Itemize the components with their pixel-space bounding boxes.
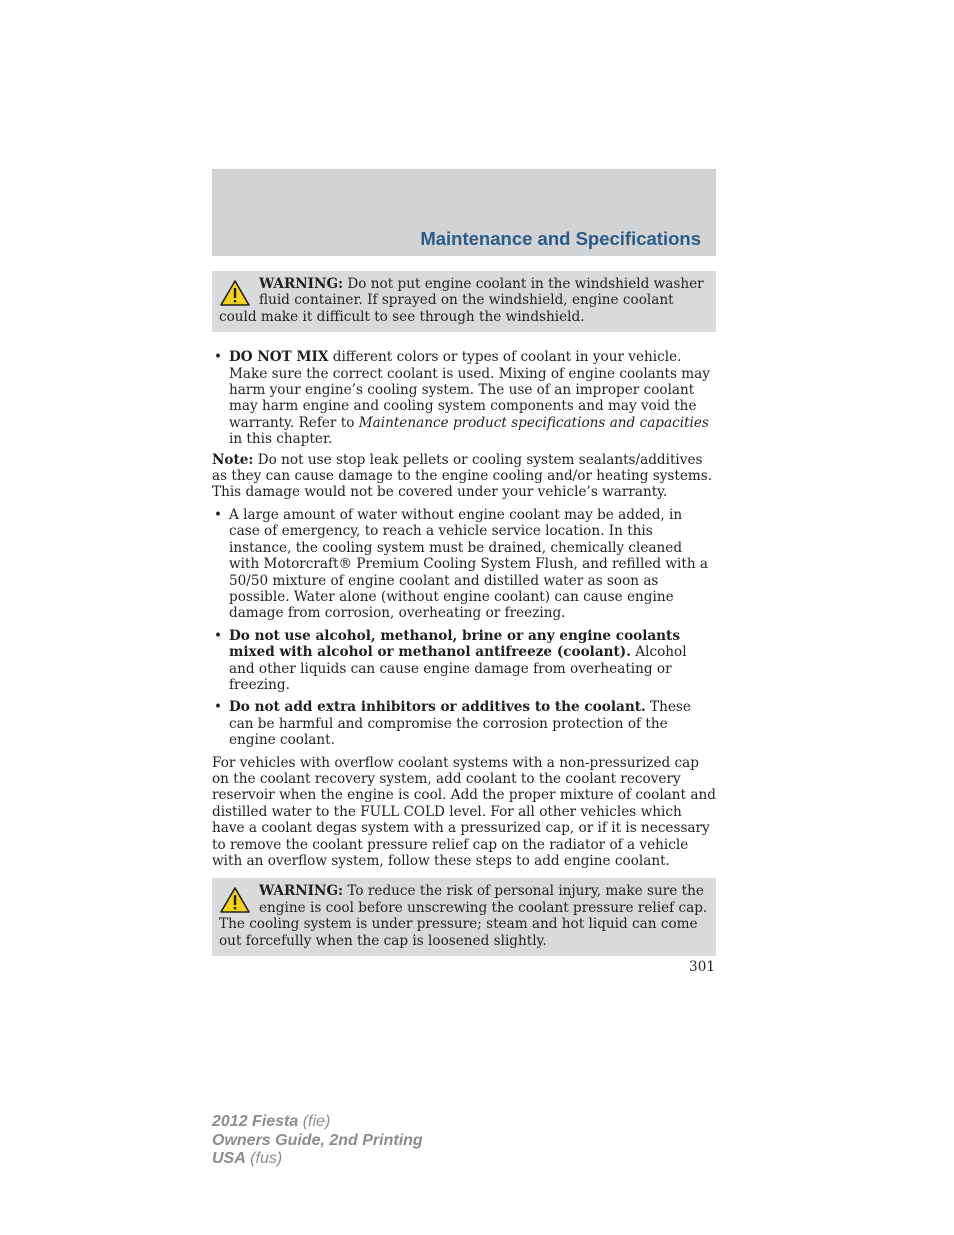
list-item	[212, 699, 716, 748]
bullet-text: A large amount of water without engine coolant may be added, in case of emergency, to reach a vehicle service location. In this instance, the cooling system must be drained, chemically cleaned with Motorcraft® Premium Cooling System Flush, and refilled with a 50/50 mixture of engine coolant and distilled water as soon as possible. Water alone (without engine coolant) can cause engine damage from corrosion, overheating or freezing.	[229, 506, 709, 622]
footer-market-line	[212, 1150, 423, 1169]
bullet-list-guidance	[212, 507, 716, 749]
note-label: Note:	[212, 451, 254, 468]
warning-text: Do not put engine coolant in the windshield washer fluid container. If sprayed on the windshield, engine coolant could make it difficult to see through the windshield.	[219, 276, 704, 325]
footer-model: 2012 Fiesta	[212, 1113, 299, 1130]
list-item	[212, 349, 716, 447]
section-header	[212, 169, 716, 256]
warning-triangle-icon	[219, 279, 251, 307]
page-content	[212, 271, 716, 956]
note-text: Do not use stop leak pellets or cooling system sealants/additives as they can cause damage to the engine cooling and/or heating systems. This damage would not be covered under your vehicle’s warranty.	[212, 451, 713, 501]
section-title: Maintenance and Specifications	[420, 228, 701, 249]
warning-triangle-icon	[219, 886, 251, 914]
bullet-text: These can be harmful and compromise the corrosion protection of the engine coolant.	[229, 699, 691, 749]
overflow-system-paragraph: For vehicles with overflow coolant systems with a non-pressurized cap on the coolant recovery system, add coolant to the coolant recovery reservoir when the engine is cool. Add the proper mixture of coolant and distilled water to the FULL COLD level. For all other vehicles which have a coolant degas system with a pressurized cap, or if it is necessary to remove the coolant pressure relief cap on the radiator of a vehicle with an overflow system, follow these steps to add engine coolant.	[212, 754, 716, 869]
bullet-bold-text: DO NOT MIX	[229, 349, 329, 366]
list-item	[212, 628, 716, 694]
note-paragraph	[212, 452, 716, 501]
list-item	[212, 507, 716, 622]
document-footer	[212, 1113, 423, 1169]
footer-guide-line: Owners Guide, 2nd Printing	[212, 1131, 423, 1149]
bullet-bold-text: Do not use alcohol, methanol, brine or any engine coolants mixed with alcohol or methanol antifreeze (coolant).	[229, 627, 680, 661]
cross-reference: Maintenance product specifications and capacities	[358, 414, 709, 431]
warning-box-washer-fluid	[212, 271, 716, 332]
footer-model-code: (fie)	[298, 1113, 331, 1130]
bullet-text: Alcohol and other liquids can cause engine damage from overheating or freezing.	[229, 644, 687, 693]
warning-box-pressure-cap	[212, 878, 716, 956]
warning-label: WARNING:	[259, 883, 344, 900]
footer-market: USA	[212, 1150, 246, 1167]
page-number: 301	[689, 959, 715, 975]
bullet-text: different colors or types of coolant in your vehicle. Make sure the correct coolant is used. Mixing of engine coolants may harm your engine’s cooling system. The use of an improper coolant may harm engine and cooling system components and may void the warranty. Refer to	[229, 349, 710, 431]
bullet-tail-text: in this chapter.	[229, 431, 333, 448]
bullet-list-mix	[212, 349, 716, 447]
warning-label: WARNING:	[259, 276, 344, 292]
bullet-bold-text: Do not add extra inhibitors or additives to the coolant.	[229, 699, 646, 716]
footer-model-line	[212, 1113, 423, 1132]
footer-market-code: (fus)	[245, 1150, 283, 1167]
warning-text: To reduce the risk of personal injury, make sure the engine is cool before unscrewing the coolant pressure relief cap. The cooling system is under pressure; steam and hot liquid can come out forcefully when the cap is loosened slightly.	[219, 883, 708, 949]
